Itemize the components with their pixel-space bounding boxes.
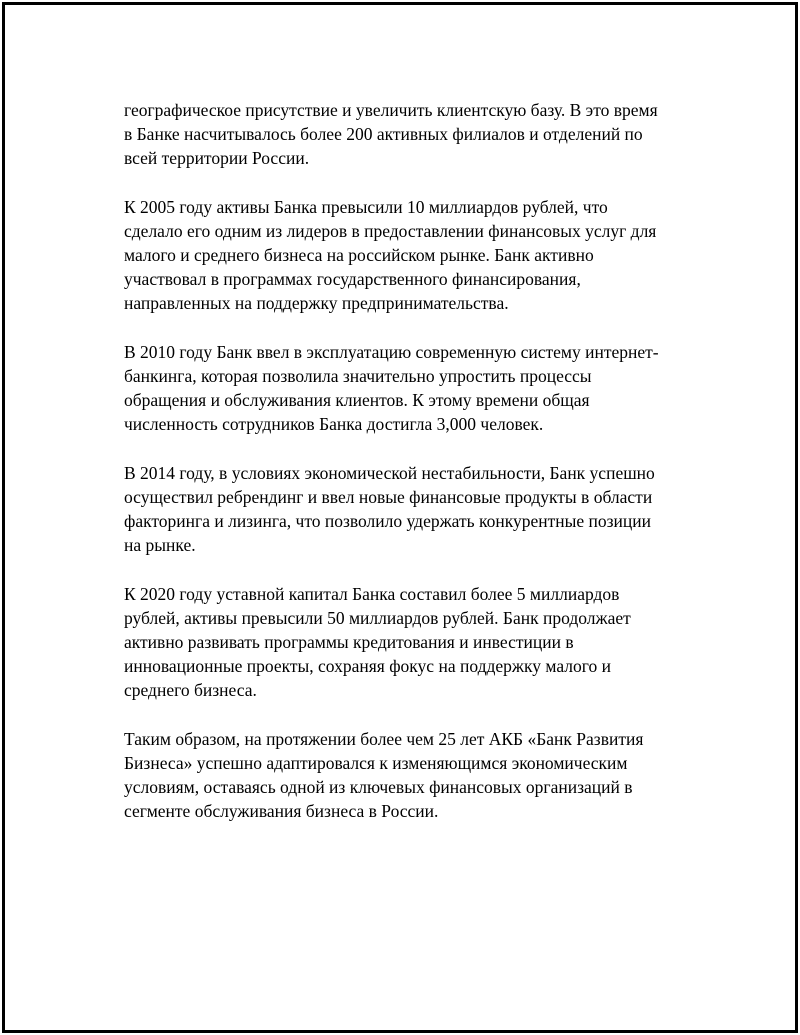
- paragraph-2010-internet-banking: В 2010 году Банк ввел в эксплуатацию современную систему интернет- банкинга, которая позволила значительно упростить процессы обращения и обслуживания клиентов. К этому времени общая численность сотрудников Банка достигла 3,000 человек.: [124, 342, 659, 434]
- paragraph-2014-rebranding: В 2014 году, в условиях экономической нестабильности, Банк успешно осуществил ребрендинг и ввел новые финансовые продукты в области факторинга и лизинга, что позволило удержать конкурентные позиции на рынке.: [124, 463, 655, 555]
- paragraph-conclusion: Таким образом, на протяжении более чем 25 лет АКБ «Банк Развития Бизнеса» успешно адаптировался к изменяющимся экономическим условиям, оставаясь одной из ключевых финансовых организаций в сегменте обслуживания бизнеса в России.: [124, 729, 644, 821]
- paragraph-2005-assets: К 2005 году активы Банка превысили 10 миллиардов рублей, что сделало его одним из лидеров в предоставлении финансовых услуг для малого и среднего бизнеса на российском рынке. Банк активно участвовал в программах государственного финансирования, направленных на поддержку предпринимательства.: [124, 197, 657, 313]
- page-frame: [2, 2, 798, 1033]
- document-body: [124, 98, 694, 848]
- paragraph-regional-expansion: географическое присутствие и увеличить клиентскую базу. В это время в Банке насчитывалось более 200 активных филиалов и отделений по всей территории России.: [124, 100, 658, 168]
- paragraph-2020-capital: К 2020 году уставной капитал Банка составил более 5 миллиардов рублей, активы превысили 50 миллиардов рублей. Банк продолжает активно развивать программы кредитования и инвестиции в инновационные проекты, сохраняя фокус на поддержку малого и среднего бизнеса.: [124, 584, 631, 700]
